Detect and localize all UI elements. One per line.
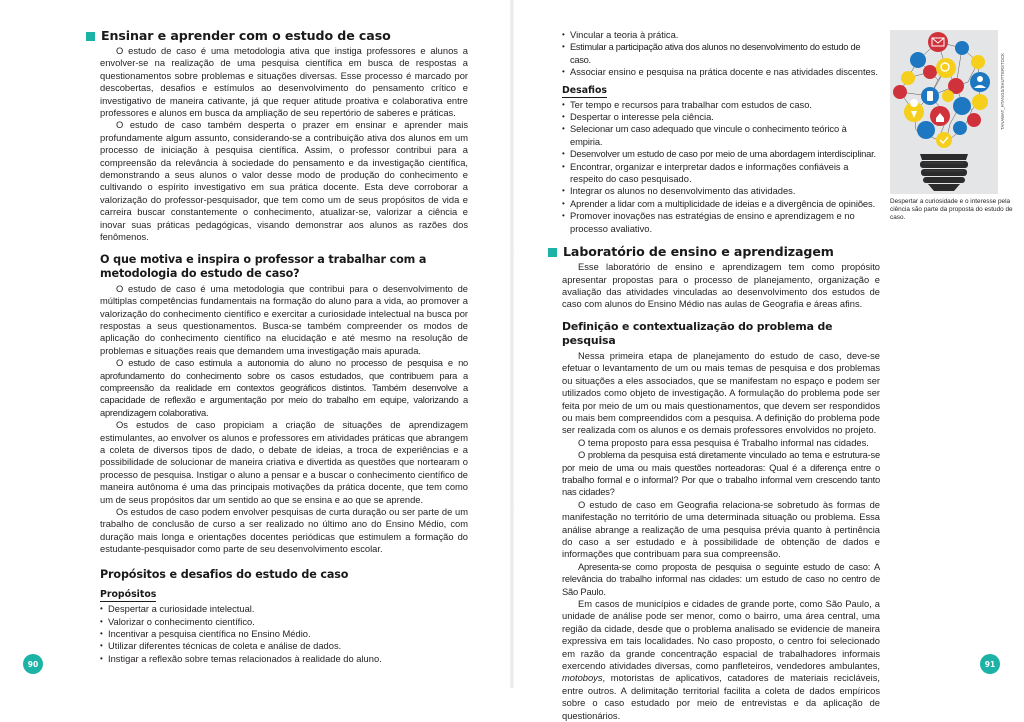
bulb-base: [920, 154, 968, 191]
zoom-icon: [923, 65, 937, 79]
page-number-right: 91: [980, 654, 1000, 674]
lightbulb-icons-image: [890, 30, 998, 194]
paragraph: Apresenta-se como proposta de pesquisa o seguinte estudo de caso: A relevância do trabalho informal nas cidades: um estudo de caso no centro de São Paulo.: [562, 561, 880, 597]
list-item: • Incentivar a pesquisa científica no Ensino Médio.: [100, 628, 468, 640]
icon-circles: [893, 32, 990, 148]
list-item: • Integrar os alunos no desenvolvimento das atividades.: [562, 185, 880, 197]
paragraph: O tema proposto para essa pesquisa é Trabalho informal nas cidades.: [578, 437, 869, 448]
list-item: • Associar ensino e pesquisa na prática docente e nas atividades discentes.: [562, 66, 880, 78]
paragraph: Os estudos de caso propiciam a criação de situações de aprendizagem estimulantes, ao envolver os alunos e professores em atividades práticas que abrangem a coleta de diversos tipos de dado, o debate de ideias, a troca de experiências e a possibilidade de solucionar de maneira criativa e divertida as questões que nortearam o processo de pesquisa. Instigar o aluno a pensar e a buscar o conhecimento científico de maneira autônoma é uma das principais motivações da prática docente, que tem como um de seus propósitos dar um sentido ao que se ensina e ao que se aprende.: [100, 420, 468, 505]
purposes-list: [100, 603, 468, 665]
chat-icon: [910, 52, 926, 68]
phone-icon: [893, 85, 907, 99]
definition-heading: Definição e contextualização do problema de pesquisa: [562, 319, 833, 348]
image-credit: TANAWAT_HTANGS/SHUTTERSTOCK: [1000, 53, 1005, 130]
right-column: [562, 29, 880, 722]
cloud-icon: [942, 90, 954, 102]
paragraph: Esse laboratório de ensino e aprendizagem tem como propósito apresentar propostas para o processo de planejamento, organização e avaliação das atividades vinculadas ao desenvolvimento dos estudos de caso com alunos do Ensino Médio nas aulas de Geografia e áreas afins.: [562, 262, 880, 310]
music-icon: [917, 121, 935, 139]
section-marker-icon: [86, 32, 95, 41]
list-item: • Encontrar, organizar e interpretar dados e informações confiáveis a respeito do caso pesquisado.: [562, 161, 880, 186]
link-icon: [901, 71, 915, 85]
list-item: • Selecionar um caso adequado que vincule o conhecimento teórico à empiria.: [562, 123, 880, 148]
settings-icon: [953, 121, 967, 135]
list-item: • Despertar a curiosidade intelectual.: [100, 603, 468, 615]
list-item: • Promover inovações nas estratégias de ensino e aprendizagem e no processo avaliativo.: [562, 210, 880, 235]
paragraph: Os estudos de caso podem envolver pesquisas de curta duração ou ser parte de um trabalho de conclusão de curso a ser realizado no último ano do Ensino Médio, com duração mais longa e orientações docentes periódicas que estimulem a formação do estudante-pesquisador como parte de seu desenvolvimento escolar.: [100, 507, 468, 555]
section-heading-laboratorio: [548, 244, 880, 260]
paragraph: Nessa primeira etapa de planejamento do estudo de caso, deve-se efetuar o levantamento de um ou mais temas de pesquisa e dos problemas ou situações a eles associados, que se manifestam no espaço e podem ser utilizados como objeto de investigação. A formulação do problema pode ser feita por meio de um ou mais questionamentos, que devem ser respondidos ou mais bem compreendidos com a pesquisa. A definição do problema pode ser realizada com os alunos e os demais professores envolvidos no projeto.: [562, 350, 880, 436]
check-icon: [936, 132, 952, 148]
list-item: • Valorizar o conhecimento científico.: [100, 616, 468, 628]
paragraph: O estudo de caso estimula a autonomia do aluno no processo de pesquisa e no aprofundamento do conhecimento sobre os casos estudados, que contribuem para a compreensão da realidade em contextos geográficos distintos. Também desenvolve a capacidade de reflexão e argumentação por meio do trabalho em equipe, valorizando a aprendizagem colaborativa.: [100, 358, 468, 418]
list-item: • Ter tempo e recursos para trabalhar com estudos de caso.: [562, 99, 880, 111]
left-page: [0, 0, 512, 688]
section-title: Ensinar e aprender com o estudo de caso: [101, 28, 391, 43]
section-title: Laboratório de ensino e aprendizagem: [563, 244, 834, 260]
heart-icon: [971, 55, 985, 69]
list-item: • Desenvolver um estudo de caso por meio de uma abordagem interdisciplinar.: [562, 148, 880, 160]
figure-caption: Despertar a curiosidade e o interesse pela ciência são parte da proposta do estudo de caso.: [890, 198, 1013, 222]
paragraph: O estudo de caso também desperta o prazer em ensinar e aprender mais profundamente algum assunto, considerando-se a contribuição ativa dos alunos em um processo de iniciação à pesquisa científica. Assim, o professor contribui para a compreensão da relevância à sociedade do pensamento e da investigação científica, demonstrando a seus alunos o valor desse modo de produção do conhecimento e cultivando o espírito investigativo em sua prática docente. Esta deve corroborar a valorização do professor-pesquisador, que tem como um de seus propósitos de vida e carreira buscar constantemente o conhecimento, atualizar-se, valorizar a ciência e inovar suas práticas pedagógicas, visando demonstrar aos alunos as razões dos fenômenos.: [100, 120, 468, 243]
text: , motoristas de aplicativos, catadores de materiais recicláveis, entre outros. A delimitação territorial facilita a coleta de dados empíricos sobre o caso estudado por meio de entrevistas e da aplicação de questionários.: [562, 673, 880, 721]
search-icon: [936, 58, 956, 78]
mail-icon: [928, 32, 948, 52]
lightbulb-illustration: [890, 30, 998, 194]
paragraph: [562, 598, 880, 722]
paragraph: O estudo de caso em Geografia relaciona-se sobretudo às formas de manifestação no território de uma determinada situação ou problema. Essa análise abrange a realização de uma pesquisa prévia quanto à pertinência do caso a ser estudado e à possibilidade de obtenção de dados e informações que contribuam para sua compreensão.: [562, 499, 880, 560]
paragraph: O problema da pesquisa está diretamente vinculado ao tema e estrutura-se por meio de uma ou mais questões norteadoras: Qual é a diferença entre o trabalho formal e o informal? Por que o trabalho informal vem crescendo tanto nas cidades?: [562, 450, 880, 498]
list-item: • Estimular a participação ativa dos alunos no desenvolvimento do estudo de caso.: [562, 41, 880, 66]
purposes-subheading: Propósitos: [100, 589, 157, 601]
list-item: • Utilizar diferentes técnicas de coleta e análise de dados.: [100, 640, 468, 652]
list-item: • Vincular a teoria à prática.: [562, 29, 880, 41]
page-gutter: [510, 0, 514, 688]
challenges-list: [562, 99, 880, 235]
purposes-list-continued: [562, 29, 880, 79]
file-icon: [972, 94, 988, 110]
challenges-subheading: Desafios: [562, 84, 608, 96]
purposes-heading: Propósitos e desafios do estudo de caso: [100, 567, 349, 581]
gear-icon: [955, 41, 969, 55]
section-marker-icon: [548, 248, 557, 257]
page-number-left: 90: [23, 654, 43, 674]
section-heading-ensinar: [86, 28, 468, 44]
chart-icon: [967, 113, 981, 127]
paragraph: O estudo de caso é uma metodologia ativa que instiga professores e alunos a envolver-se na realização de uma pesquisa científica em busca de respostas a questionamentos sobre problemas e situações diversas. Esse processo é marcado por descobertas, desafios e estímulos ao desenvolvimento do pensamento crítico e investigativo de maneira cativante, já que requer atitude proativa e colaborativa entre professores e alunos em busca da ampliação de seu repertório de saberes e práticas.: [100, 46, 468, 119]
italic-term: motoboys: [562, 673, 603, 684]
paragraph: O estudo de caso é uma metodologia que contribui para o desenvolvimento de múltiplas competências fundamentais na formação do aluno para a vida, ao promover a valorização do conhecimento científico e exercitar a curiosidade intelectual na busca por respostas a seus questionamentos. Busca-se também compreender os modos de aplicação do conhecimento científico na elucidação e até mesmo na resolução de problemas e situações reais que demandem uma investigação mais apurada.: [100, 283, 468, 356]
text: Em casos de municípios e cidades de grande porte, como São Paulo, a unidade de análise pode ser menor, como o bairro, uma área central, uma região da cidade, desde que o problema analisado se evidencie de maneira expressiva em tais localidades. No caso proposto, o centro foi selecionado em razão da grande concentração espacial de trabalhadores informais exercendo atividades diversas, como panfleteiros, vendedores ambulantes,: [562, 599, 880, 672]
left-column: [100, 28, 468, 665]
motivation-heading: O que motiva e inspira o professor a trabalhar com a metodologia do estudo de caso?: [100, 252, 427, 281]
list-item: • Aprender a lidar com a multiplicidade de ideias e a divergência de opiniões.: [562, 198, 880, 210]
list-item: • Despertar o interesse pela ciência.: [562, 111, 880, 123]
list-item: • Instigar a reflexão sobre temas relacionados à realidade do aluno.: [100, 653, 468, 665]
megaphone-icon: [953, 97, 971, 115]
